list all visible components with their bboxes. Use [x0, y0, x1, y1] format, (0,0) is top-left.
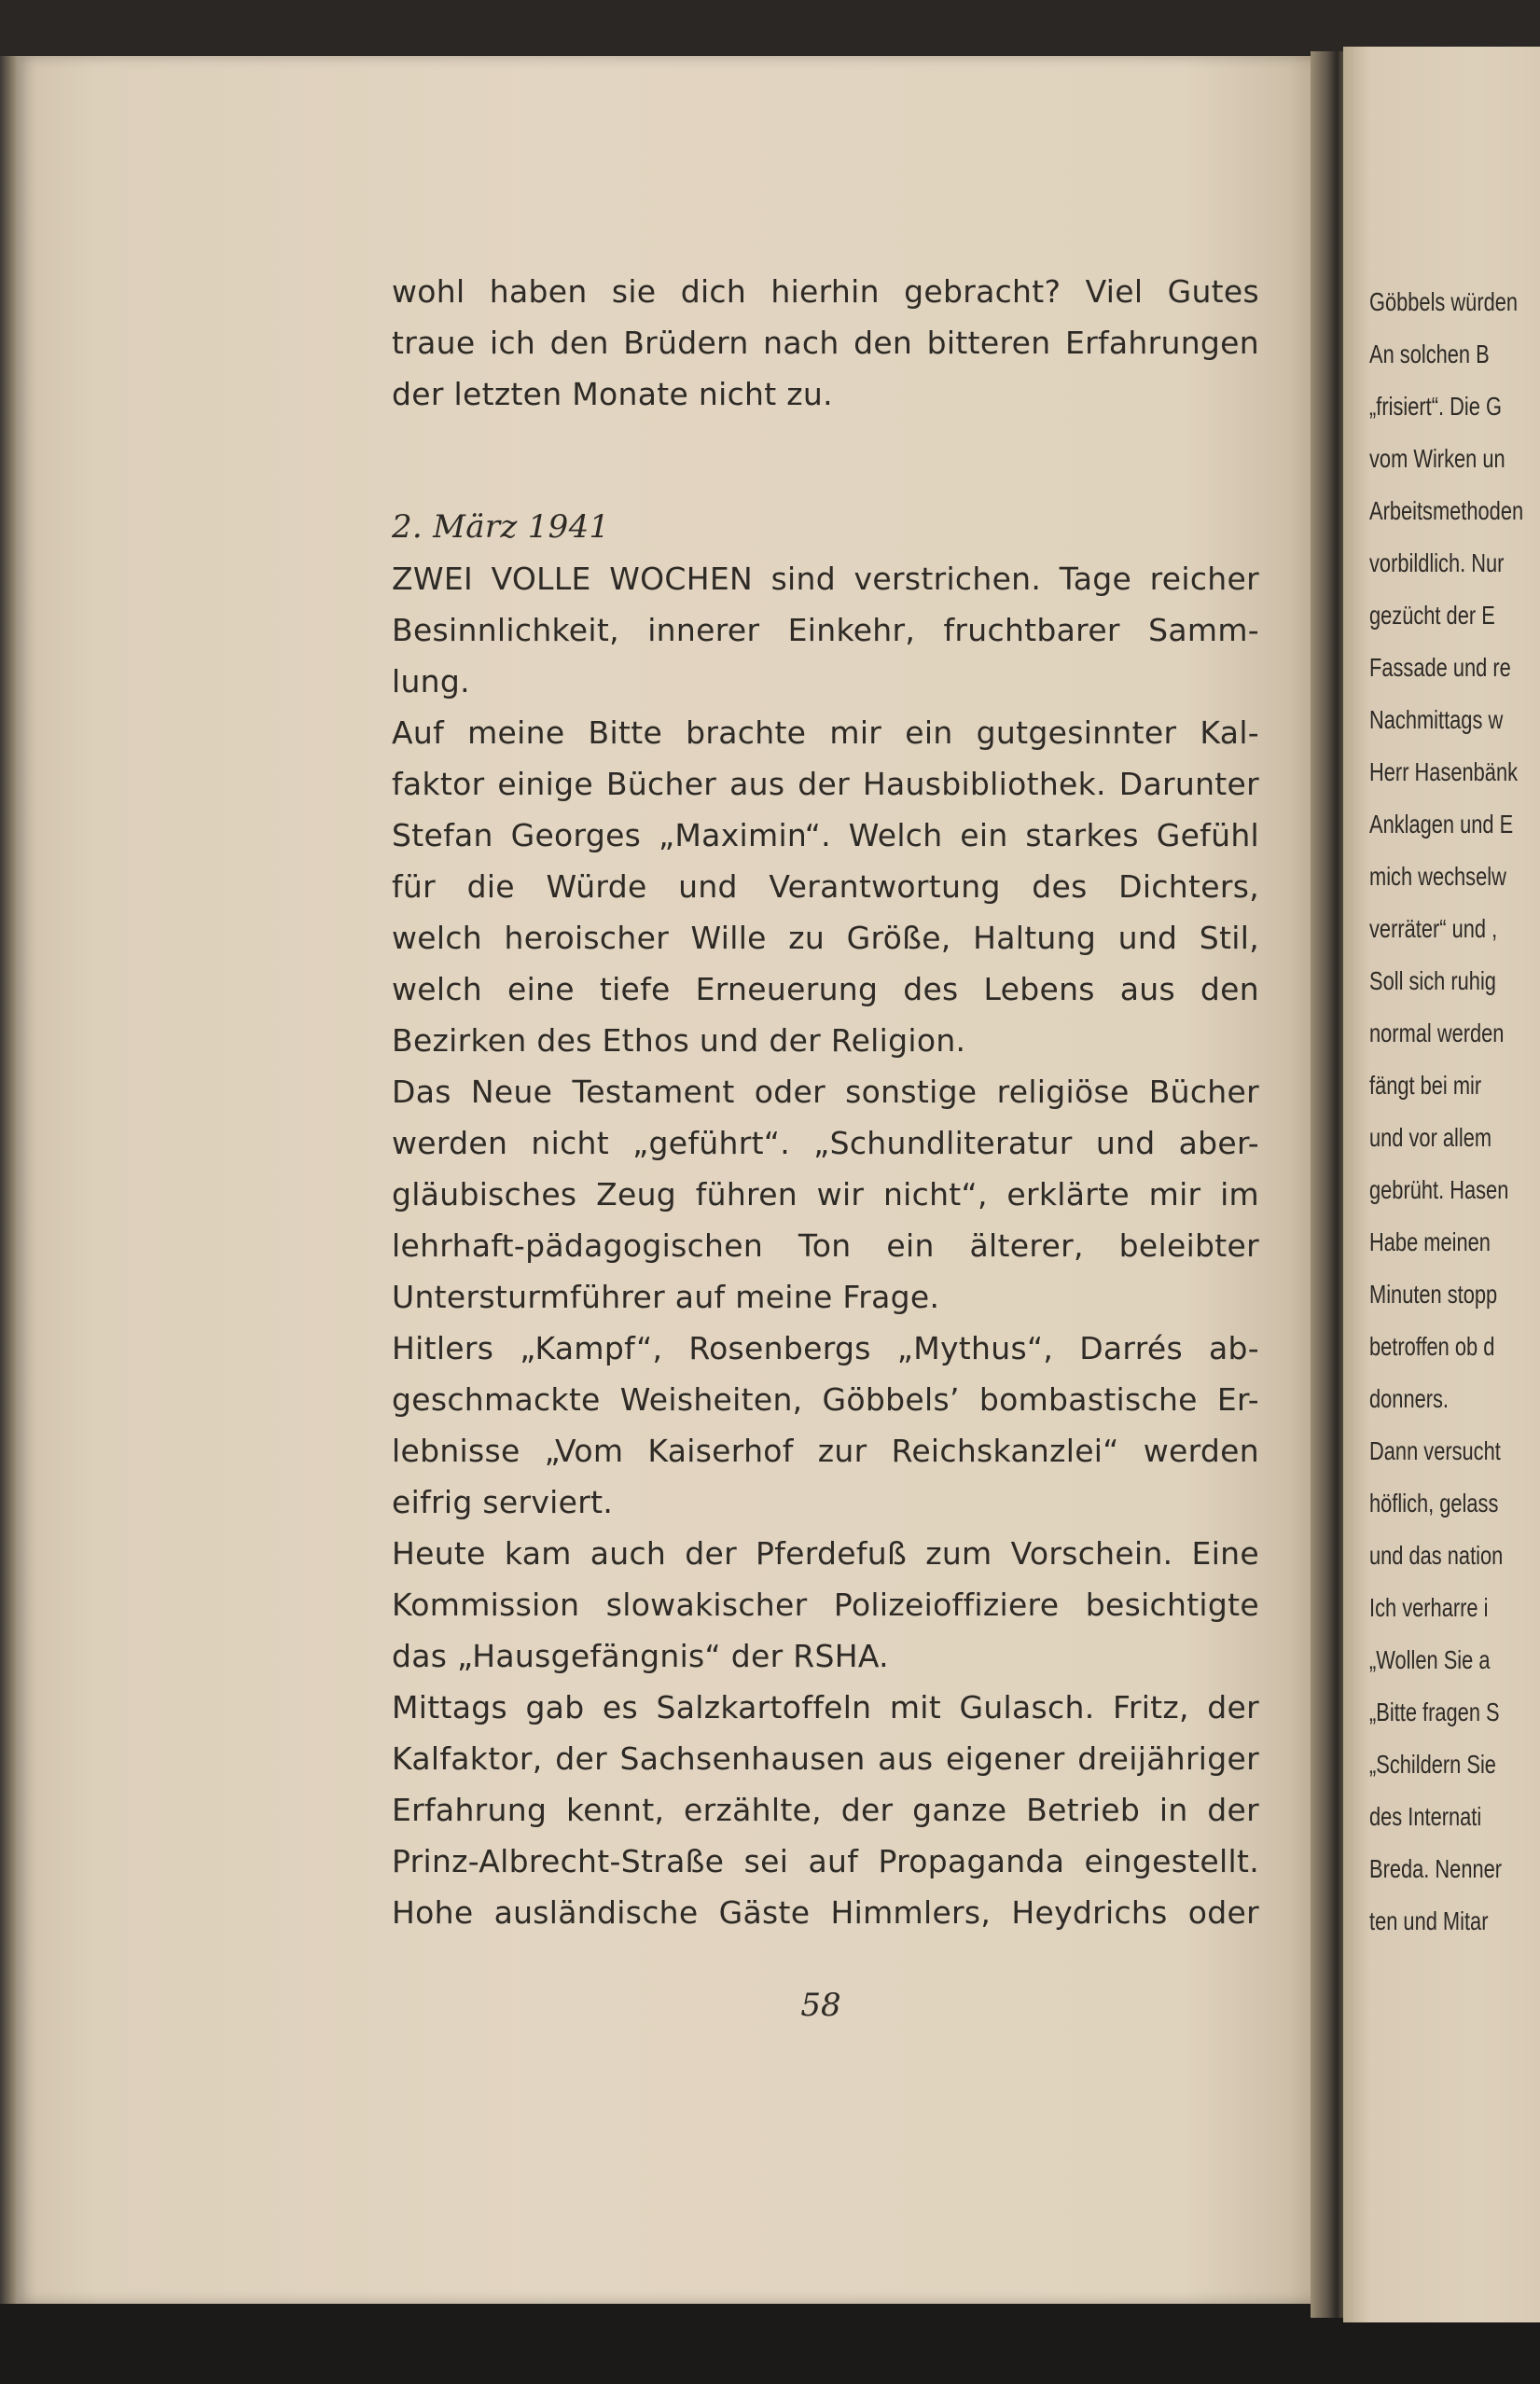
text-line: Ich verharre i — [1369, 1593, 1489, 1622]
text-line: Erfahrung kennt, erzählte, der ganze Betrieb in der — [392, 1792, 1259, 1828]
text-line: Fassade und re — [1369, 653, 1511, 682]
text-line: Hohe ausländische Gäste Himmlers, Heydrichs oder — [392, 1894, 1259, 1931]
text-line: geschmackte Weisheiten, Göbbels’ bombastische Er- — [392, 1381, 1259, 1418]
text-line: der letzten Monate nicht zu. — [392, 376, 833, 412]
text-line: welch eine tiefe Erneuerung des Lebens aus den — [392, 971, 1259, 1007]
text-line: vorbildlich. Nur — [1369, 548, 1505, 577]
text-line: Auf meine Bitte brachte mir ein gutgesinnter Kal- — [392, 714, 1259, 751]
text-line: fängt bei mir — [1369, 1071, 1482, 1100]
text-line: Untersturmführer auf meine Frage. — [392, 1279, 940, 1315]
text-line: Anklagen und E — [1369, 810, 1514, 839]
text-line: Habe meinen — [1369, 1227, 1491, 1256]
paragraph-intro — [392, 266, 1259, 420]
text-line: Dann versucht — [1369, 1436, 1501, 1465]
diary-date: 2. März 1941 — [392, 508, 610, 546]
text-line: An solchen B — [1369, 340, 1490, 368]
text-line: Kommission slowakischer Polizeioffiziere besichtigte — [392, 1587, 1259, 1623]
text-line: donners. — [1369, 1384, 1449, 1413]
text-line: für die Würde und Verantwortung des Dichters, — [392, 868, 1259, 905]
text-line: lung. — [392, 663, 470, 700]
text-line: welch heroischer Wille zu Größe, Haltung und Stil, — [392, 920, 1259, 956]
diary-date-block — [392, 502, 1259, 553]
text-line: eifrig serviert. — [392, 1484, 614, 1520]
text-line: verräter“ und , — [1369, 914, 1498, 943]
text-line: Stefan Georges „Maximin“. Welch ein starkes Gefühl — [392, 817, 1259, 853]
text-line: Arbeitsmethoden — [1369, 496, 1524, 525]
text-line: Heute kam auch der Pferdefuß zum Vorschein. Eine — [392, 1535, 1259, 1572]
text-line: das „Hausgefängnis“ der RSHA. — [392, 1638, 889, 1674]
text-line: höflich, gelass — [1369, 1489, 1499, 1518]
text-line: ZWEI VOLLE WOCHEN sind verstrichen. Tage reicher — [392, 561, 1259, 597]
text-line: „Bitte fragen S — [1369, 1698, 1500, 1726]
text-line: werden nicht „geführt“. „Schundliteratur und aber- — [392, 1125, 1259, 1161]
text-line: lebnisse „Vom Kaiserhof zur Reichskanzlei“ werden — [392, 1433, 1259, 1469]
text-line: Soll sich ruhig — [1369, 966, 1496, 995]
text-line: mich wechselw — [1369, 862, 1506, 891]
text-line: Kalfaktor, der Sachsenhausen aus eigener dreijähriger — [392, 1740, 1259, 1777]
text-line: „frisiert“. Die G — [1369, 392, 1502, 421]
text-line: traue ich den Brüdern nach den bitteren Erfahrungen — [392, 325, 1259, 361]
text-line: Minuten stopp — [1369, 1280, 1498, 1309]
text-line: Mittags gab es Salzkartoffeln mit Gulasch. Fritz, der — [392, 1689, 1259, 1726]
text-line: Prinz-Albrecht-Straße sei auf Propaganda eingestellt. — [392, 1843, 1259, 1879]
text-line: Das Neue Testament oder sonstige religiöse Bücher — [392, 1074, 1259, 1110]
text-line: gebrüht. Hasen — [1369, 1175, 1509, 1204]
text-line: faktor einige Bücher aus der Hausbibliothek. Darunter — [392, 766, 1259, 802]
text-line: des Internati — [1369, 1802, 1482, 1831]
text-line: Herr Hasenbänk — [1369, 757, 1519, 786]
text-line: gläubisches Zeug führen wir nicht“, erklärte mir im — [392, 1176, 1259, 1213]
text-line: Hitlers „Kampf“, Rosenbergs „Mythus“, Darrés ab- — [392, 1330, 1259, 1366]
book-gutter — [1311, 51, 1348, 2318]
text-line: Breda. Nenner — [1369, 1854, 1503, 1883]
text-line: vom Wirken un — [1369, 444, 1505, 473]
text-line: gezücht der E — [1369, 601, 1495, 630]
text-line: ten und Mitar — [1369, 1906, 1489, 1935]
text-line: „Wollen Sie a — [1369, 1645, 1491, 1674]
text-line: Bezirken des Ethos und der Religion. — [392, 1022, 966, 1059]
diary-entry-body — [392, 553, 1259, 1938]
text-line: Besinnlichkeit, innerer Einkehr, fruchtbarer Samm- — [392, 612, 1259, 648]
text-line: und vor allem — [1369, 1123, 1492, 1152]
text-line: wohl haben sie dich hierhin gebracht? Viel Gutes — [392, 273, 1259, 310]
text-line: und das nation — [1369, 1541, 1504, 1570]
text-line: Göbbels würden — [1369, 287, 1519, 316]
text-line: Nachmittags w — [1369, 705, 1504, 734]
right-page-text — [1369, 276, 1523, 1947]
text-line: betroffen ob d — [1369, 1332, 1495, 1361]
page-number: 58 — [800, 1987, 841, 2024]
text-line: normal werden — [1369, 1019, 1505, 1047]
text-line: lehrhaft-pädagogischen Ton ein älterer, beleibter — [392, 1227, 1259, 1264]
text-line: „Schildern Sie — [1369, 1750, 1496, 1779]
